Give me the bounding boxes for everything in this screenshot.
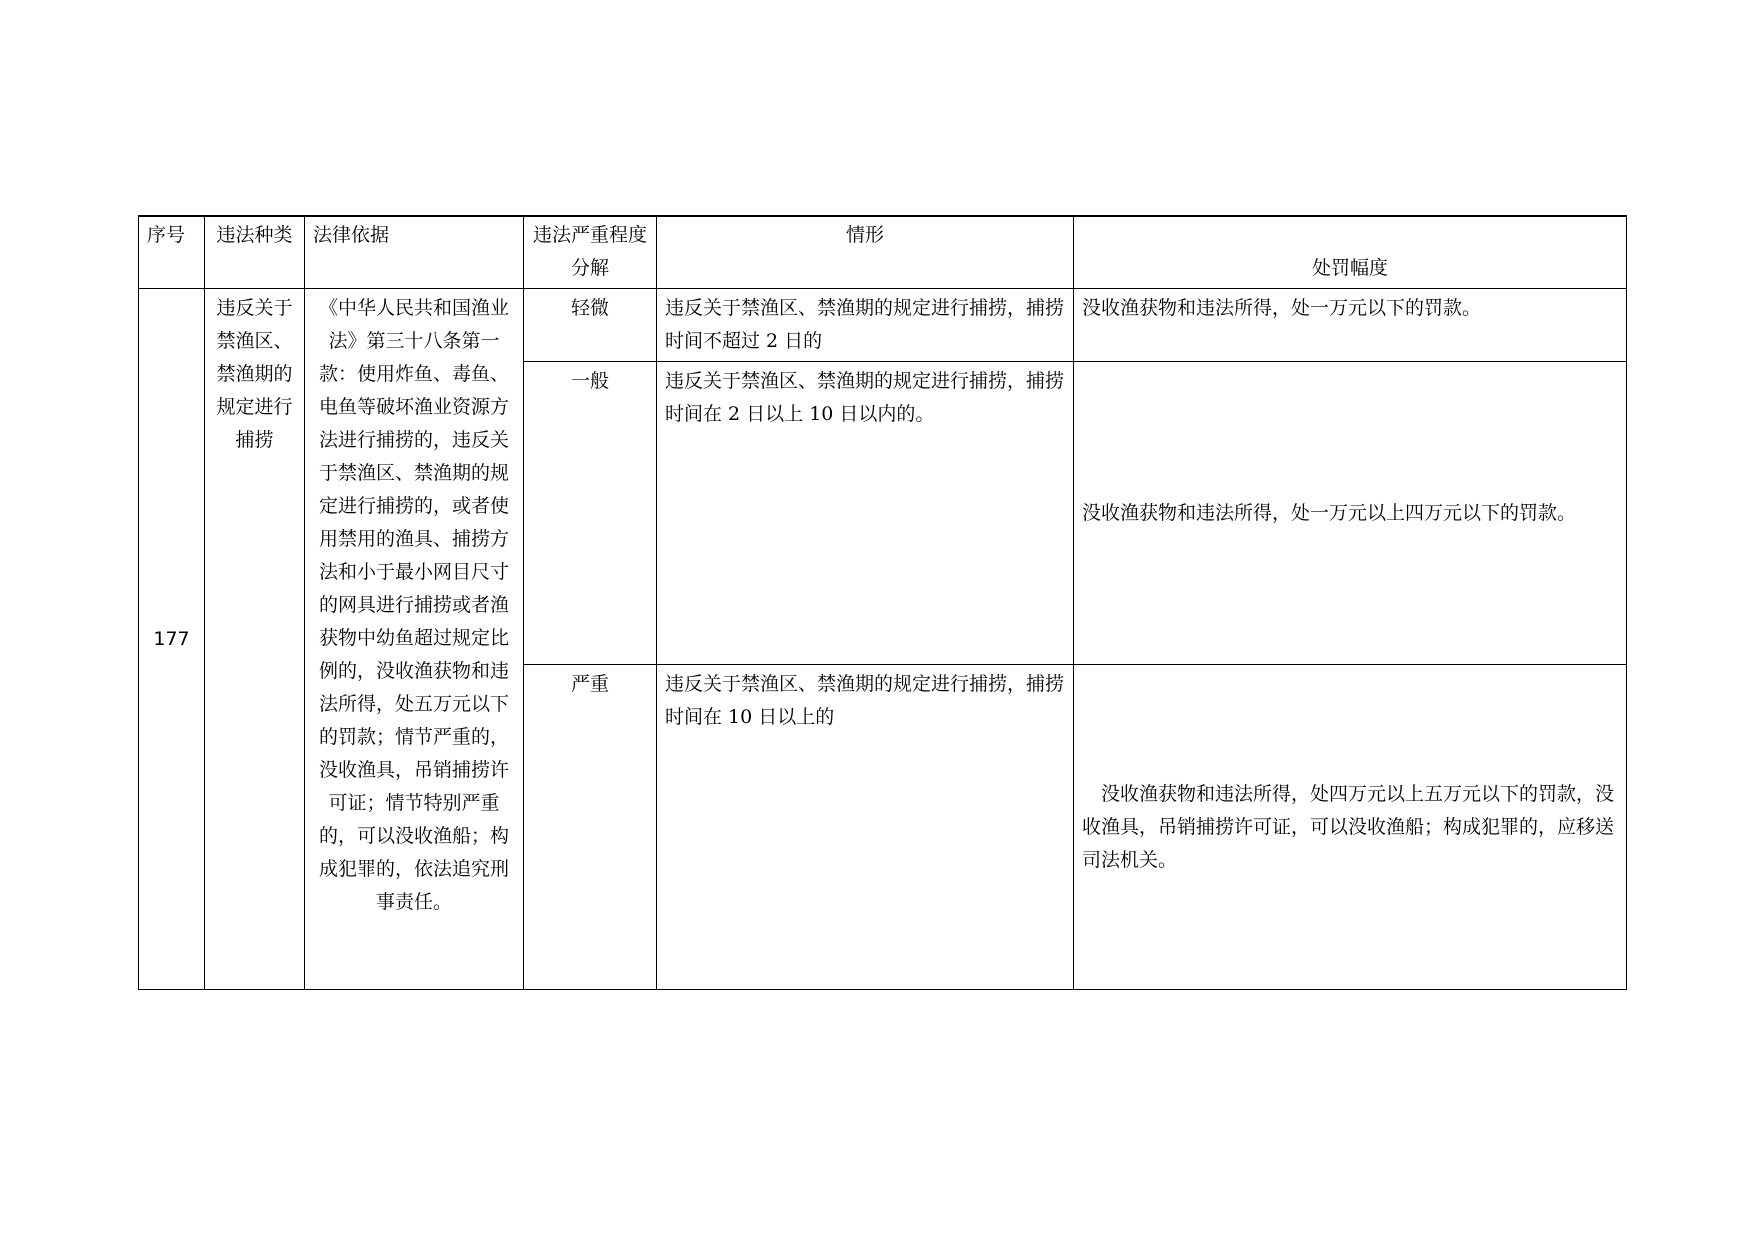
header-penalty: 处罚幅度 — [1074, 216, 1627, 289]
record-seq: 177 — [139, 289, 205, 990]
document-page — [138, 215, 1626, 990]
header-circumstance: 情形 — [657, 216, 1074, 289]
penalty-level-2: 没收渔获物和违法所得，处一万元以上四万元以下的罚款。 — [1074, 362, 1627, 665]
header-legal-basis: 法律依据 — [305, 216, 524, 289]
table-row — [139, 289, 1627, 362]
penalty-level-3: 没收渔获物和违法所得，处四万元以上五万元以下的罚款，没收渔具，吊销捕捞许可证，可以没收渔船；构成犯罪的，应移送司法机关。 — [1074, 665, 1627, 990]
penalty-level-1: 没收渔获物和违法所得，处一万元以下的罚款。 — [1074, 289, 1627, 362]
record-category: 违反关于禁渔区、禁渔期的规定进行捕捞 — [205, 289, 305, 990]
circumstance-level-2: 违反关于禁渔区、禁渔期的规定进行捕捞，捕捞时间在 2 日以上 10 日以内的。 — [657, 362, 1074, 665]
circumstance-level-1: 违反关于禁渔区、禁渔期的规定进行捕捞，捕捞时间不超过 2 日的 — [657, 289, 1074, 362]
penalty-table — [138, 215, 1627, 990]
severity-level-1: 轻微 — [524, 289, 657, 362]
header-category: 违法种类 — [205, 216, 305, 289]
severity-level-3: 严重 — [524, 665, 657, 990]
severity-level-2: 一般 — [524, 362, 657, 665]
circumstance-level-3: 违反关于禁渔区、禁渔期的规定进行捕捞，捕捞时间在 10 日以上的 — [657, 665, 1074, 990]
record-legal-basis: 《中华人民共和国渔业法》第三十八条第一款：使用炸鱼、毒鱼、电鱼等破坏渔业资源方法进行捕捞的，违反关于禁渔区、禁渔期的规定进行捕捞的，或者使用禁用的渔具、捕捞方法和小于最小网目尺寸的网具进行捕捞或者渔获物中幼鱼超过规定比例的，没收渔获物和违法所得，处五万元以下的罚款；情节严重的，没收渔具，吊销捕捞许可证；情节特别严重的，可以没收渔船；构成犯罪的，依法追究刑事责任。 — [305, 289, 524, 990]
table-header-row — [139, 216, 1627, 289]
header-seq: 序号 — [139, 216, 205, 289]
header-severity: 违法严重程度分解 — [524, 216, 657, 289]
